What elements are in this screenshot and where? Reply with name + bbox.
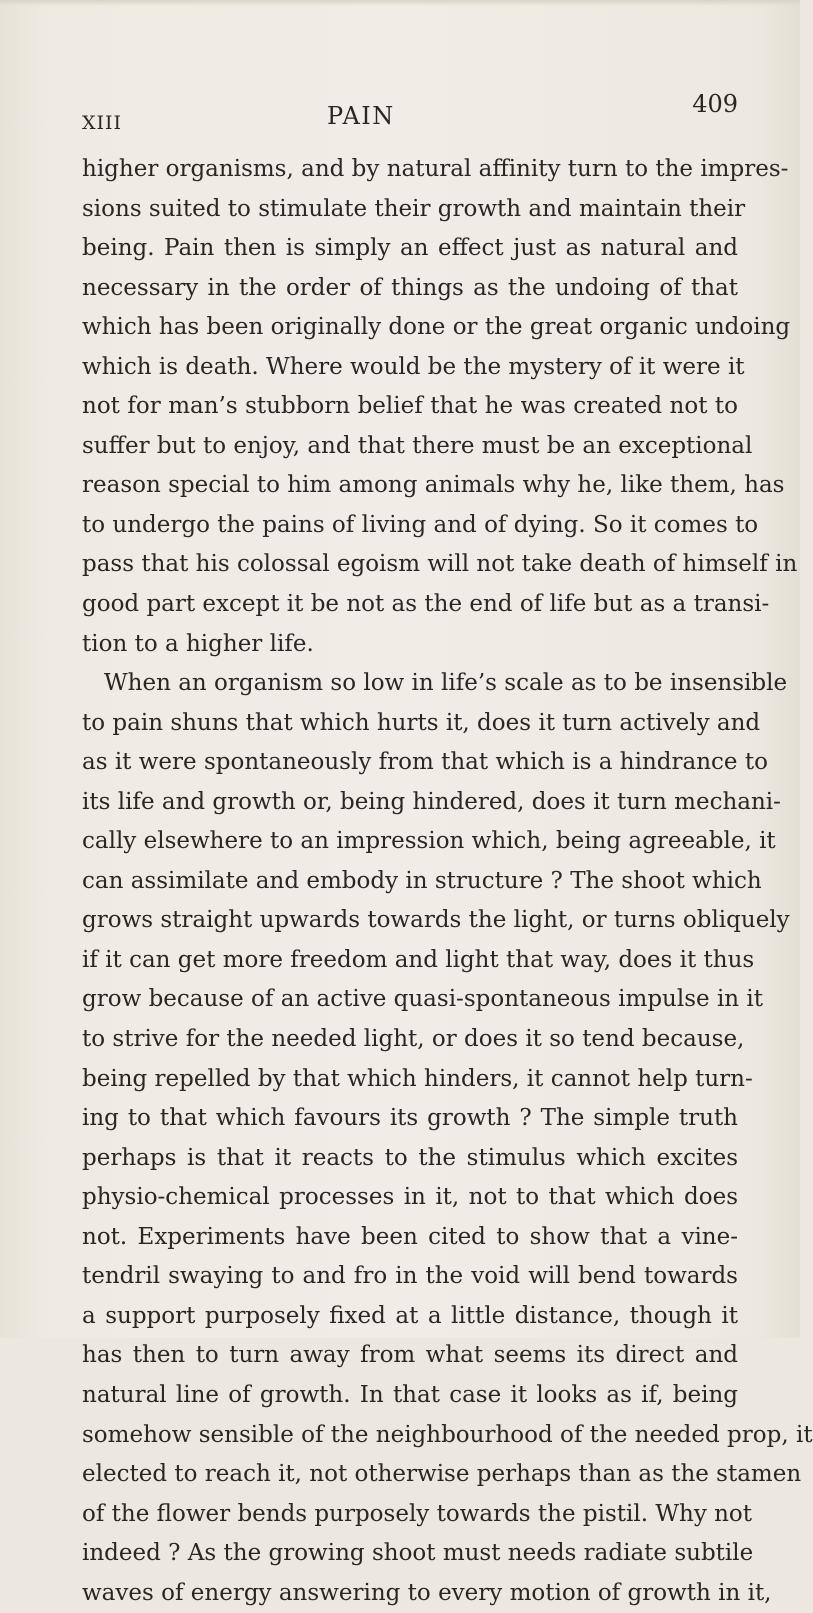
text-line: grows straight upwards towards the light, or turns obliquely: [82, 907, 790, 934]
text-line: pass that his colossal egoism will not take death of himself in: [82, 551, 798, 578]
text-line: if it can get more freedom and light that way, does it thus: [82, 946, 755, 973]
text-line: not. Experiments have been cited to show that a vine-: [82, 1223, 738, 1250]
text-line: natural line of growth. In that case it looks as if, being: [82, 1381, 738, 1408]
running-header: [82, 90, 738, 140]
text-line: cally elsewhere to an impression which, being agreeable, it: [82, 828, 776, 855]
page-number: 409: [692, 90, 738, 118]
text-line: has then to turn away from what seems its direct and: [82, 1342, 738, 1369]
body-text: [82, 150, 813, 1613]
text-line: suffer but to enjoy, and that there must be an exceptional: [82, 432, 753, 459]
text-line: necessary in the order of things as the undoing of that: [82, 274, 738, 301]
text-line: its life and growth or, being hindered, does it turn mechani-: [82, 788, 781, 815]
text-line: as it were spontaneously from that which is a hindrance to: [82, 749, 768, 776]
text-line: to pain shuns that which hurts it, does it turn actively and: [82, 709, 761, 736]
text-line: good part except it be not as the end of life but as a transi-: [82, 591, 770, 618]
text-line: sions suited to stimulate their growth and maintain their: [82, 195, 746, 222]
text-line: somehow sensible of the neighbourhood of the needed prop, it: [82, 1421, 813, 1448]
page-shadow: [0, 0, 800, 6]
chapter-number: XIII: [82, 112, 123, 134]
text-line: being repelled by that which hinders, it cannot help turn-: [82, 1065, 753, 1092]
text-line: higher organisms, and by natural affinity turn to the impres-: [82, 156, 789, 182]
text-line: a support purposely fixed at a little distance, though it: [82, 1302, 738, 1329]
text-line: tendril swaying to and fro in the void will bend towards: [82, 1263, 738, 1290]
text-line: of the flower bends purposely towards the pistil. Why not: [82, 1500, 753, 1527]
text-line: to undergo the pains of living and of dying. So it comes to: [82, 511, 759, 538]
text-line: waves of energy answering to every motion of growth in it,: [82, 1579, 772, 1606]
text-line: can assimilate and embody in structure ? The shoot which: [82, 867, 762, 894]
text-line: physio-chemical processes in it, not to that which does: [82, 1184, 738, 1211]
text-line: which is death. Where would be the mystery of it were it: [82, 353, 745, 380]
text-line: to strive for the needed light, or does it so tend because,: [82, 1026, 745, 1053]
text-line: perhaps is that it reacts to the stimulus which excites: [82, 1144, 738, 1171]
paragraph-start-line: When an organism so low in life’s scale as to be insensible: [104, 670, 788, 697]
text-line: reason special to him among animals why he, like them, has: [82, 472, 785, 499]
text-line: indeed ? As the growing shoot must needs radiate subtile: [82, 1540, 754, 1567]
text-line: ing to that which favours its growth ? The simple truth: [82, 1105, 738, 1132]
running-title: PAIN: [327, 102, 395, 130]
text-line: grow because of an active quasi-spontaneous impulse in it: [82, 986, 764, 1013]
text-line: not for man’s stubborn belief that he was created not to: [82, 393, 738, 420]
text-line: elected to reach it, not otherwise perhaps than as the stamen: [82, 1461, 802, 1488]
text-line: which has been originally done or the great organic undoing: [82, 314, 791, 341]
text-line: being. Pain then is simply an effect just as natural and: [82, 235, 738, 262]
paragraph-end-line: tion to a higher life.: [82, 630, 314, 657]
